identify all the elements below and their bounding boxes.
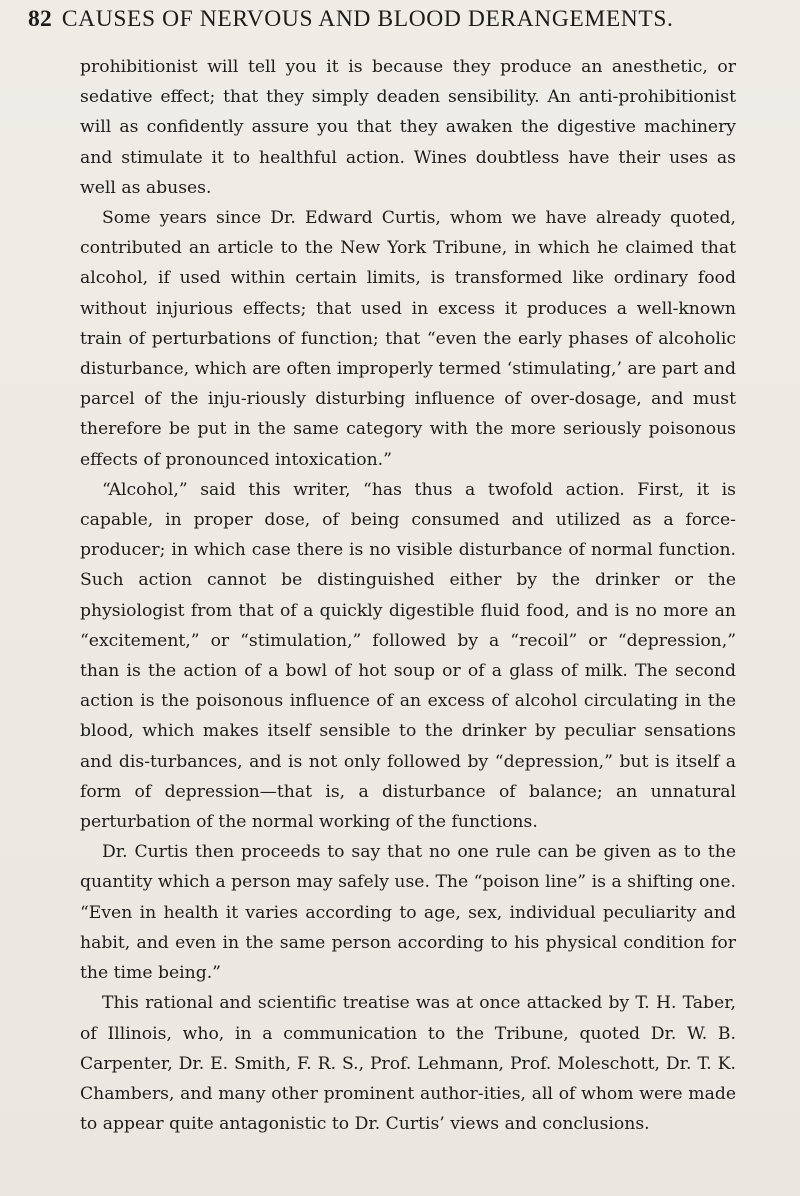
- paragraph-continuation: prohibitionist will tell you it is because they produce an anesthetic, or sedative effect; that they simply deaden sensibility. An anti-prohibitionist will as confidently assure you that they awaken the digestive machinery and stimulate it to healthful action. Wines doubtless have their uses as well as abuses.: [80, 57, 736, 198]
- paragraph-curtis-article: Some years since Dr. Edward Curtis, whom we have already quoted, contributed an article to the New York Tribune, in which he claimed that alcohol, if used within certain limits, is transformed like ordinary food without injurious effects; that used in excess it produces a well-known train of perturbations of function; that “even the early phases of alcoholic disturbance, which are often improperly termed ‘stimulating,’ are part and parcel of the inju-riously disturbing influence of over-dosage, and must therefore be put in the same category with the more seriously poisonous effects of pronounced intoxication.”: [80, 208, 736, 470]
- paragraph-taber-attack: This rational and scientific treatise was at once attacked by T. H. Taber, of Illinois, who, in a communication to the Tribune, quoted Dr. W. B. Carpenter, Dr. E. Smith, F. R. S., Prof. Lehmann, Prof. Moleschott, Dr. T. K. Chambers, and many other prominent author-ities, all of whom were made to appear quite antagonistic to Dr. Curtis’ views and conclusions.: [80, 993, 736, 1135]
- body-text: [80, 52, 736, 1139]
- running-title: CAUSES OF NERVOUS AND BLOOD DERANGEMENTS.: [61, 6, 674, 32]
- page-number: 82: [28, 6, 52, 32]
- paragraph-alcohol-quote: “Alcohol,” said this writer, “has thus a twofold action. First, it is capable, in proper dose, of being consumed and utilized as a force-producer; in which case there is no visible disturbance of normal function. Such action cannot be distinguished either by the drinker or the physiologist from that of a quickly digestible fluid food, and is no more an “excitement,” or “stimulation,” followed by a “recoil” or “depression,” than is the action of a bowl of hot soup or of a glass of milk. The second action is the poisonous influence of an excess of alcohol circulating in the blood, which makes itself sensible to the drinker by peculiar sensations and dis-turbances, and is not only followed by “depression,” but is itself a form of depression—that is, a disturbance of balance; an unnatural perturbation of the normal working of the functions.: [80, 479, 736, 833]
- running-head: [28, 6, 788, 40]
- paragraph-poison-line: Dr. Curtis then proceeds to say that no one rule can be given as to the quantity which a person may safely use. The “poison line” is a shifting one. “Even in health it varies according to age, sex, individual peculiarity and habit, and even in the same person according to his physical condition for the time being.”: [80, 842, 736, 984]
